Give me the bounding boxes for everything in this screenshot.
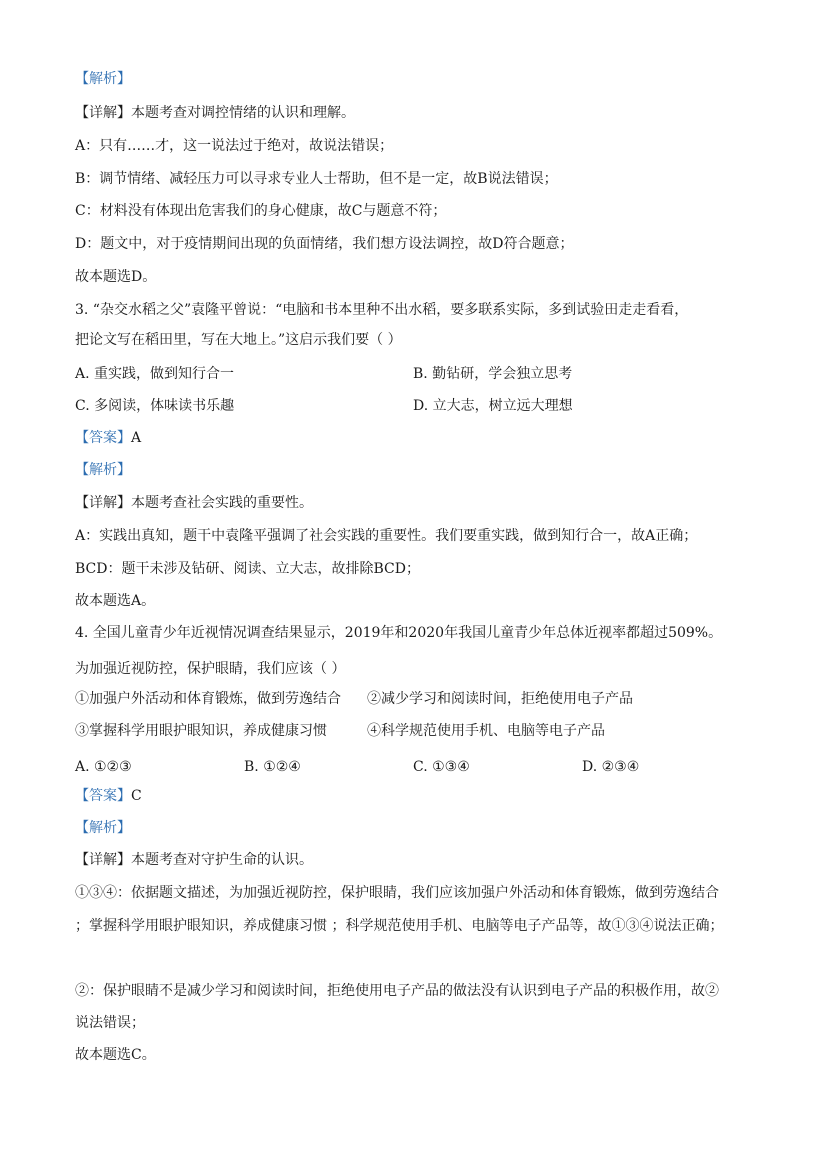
option-c: C. 多阅读，体味读书乐趣: [75, 398, 235, 414]
question-4-stem-line2: 为加强近视防控，保护眼睛，我们应该（ ）: [75, 661, 346, 677]
option-a: A. 重实践，做到知行合一: [75, 366, 235, 382]
explanation-c: C：材料没有体现出危害我们的身心健康，故C与题意不符；: [75, 203, 447, 219]
option-d: D. 立大志，树立远大理想: [413, 398, 573, 414]
analysis-heading: 【解析】: [75, 71, 131, 87]
detail-text: 【详解】本题考查对调控情绪的认识和理解。: [75, 105, 355, 121]
question-3-stem-line1: 3. “杂交水稻之父”袁隆平曾说：“电脑和书本里种不出水稻，要多联系实际，多到试验田走走看看，: [75, 302, 689, 318]
option-c: C. ①③④: [413, 759, 470, 775]
answer-tag: 【答案】: [75, 430, 131, 446]
option-b: B. 勤钻研，学会独立思考: [413, 366, 573, 382]
explanation-134-line2: ；掌握科学用眼护眼知识，养成健康习惯 ；科学规范使用手机、电脑等电子产品等，故①③④说法正确；: [75, 918, 724, 934]
question-3-stem-line2: 把论文写在稻田里，写在大地上。”这启示我们要（ ）: [75, 332, 402, 348]
explanation-134-line1: ①③④：依据题文描述，为加强近视防控，保护眼睛，我们应该加强户外活动和体育锻炼，做到劳逸结合: [75, 885, 719, 901]
answer-value: A: [131, 430, 142, 446]
explanation-bcd: BCD：题干未涉及钻研、阅读、立大志，故排除BCD；: [75, 561, 420, 577]
explanation-a: A：实践出真知，题干中袁隆平强调了社会实践的重要性。我们要重实践，做到知行合一，故A正确；: [75, 528, 698, 544]
detail-text: 【详解】本题考查社会实践的重要性。: [75, 495, 313, 511]
explanation-b: B：调节情绪、减轻压力可以寻求专业人士帮助，但不是一定，故B说法错误；: [75, 171, 558, 187]
answer-line: [75, 787, 142, 805]
option-b: B. ①②④: [244, 759, 301, 775]
option-d: D. ②③④: [582, 759, 640, 775]
answer-tag: 【答案】: [75, 788, 131, 804]
conclusion: 故本题选A。: [75, 593, 156, 609]
statement-2: ②减少学习和阅读时间，拒绝使用电子产品: [367, 691, 633, 707]
analysis-heading: 【解析】: [75, 462, 131, 478]
answer-value: C: [131, 788, 142, 804]
answer-line: [75, 429, 141, 447]
statement-3: ③掌握科学用眼护眼知识，养成健康习惯: [75, 723, 327, 739]
explanation-d: D：题文中，对于疫情期间出现的负面情绪，我们想方设法调控，故D符合题意；: [75, 236, 574, 252]
statement-4: ④科学规范使用手机、电脑等电子产品: [367, 723, 605, 739]
explanation-a: A：只有……才，这一说法过于绝对，故说法错误；: [75, 138, 394, 154]
statement-1: ①加强户外活动和体育锻炼，做到劳逸结合: [75, 691, 341, 707]
question-4-stem-line1: 4. 全国儿童青少年近视情况调查结果显示，2019年和2020年我国儿童青少年总体近视率都超过509%。: [75, 625, 723, 641]
explanation-2-line1: ②：保护眼睛不是减少学习和阅读时间，拒绝使用电子产品的做法没有认识到电子产品的积极作用，故②: [75, 983, 719, 999]
explanation-2-line2: 说法错误；: [75, 1015, 145, 1031]
option-a: A. ①②③: [75, 759, 132, 775]
analysis-heading: 【解析】: [75, 820, 131, 836]
conclusion: 故本题选C。: [75, 1047, 156, 1063]
conclusion: 故本题选D。: [75, 269, 157, 285]
detail-text: 【详解】本题考查对守护生命的认识。: [75, 852, 313, 868]
